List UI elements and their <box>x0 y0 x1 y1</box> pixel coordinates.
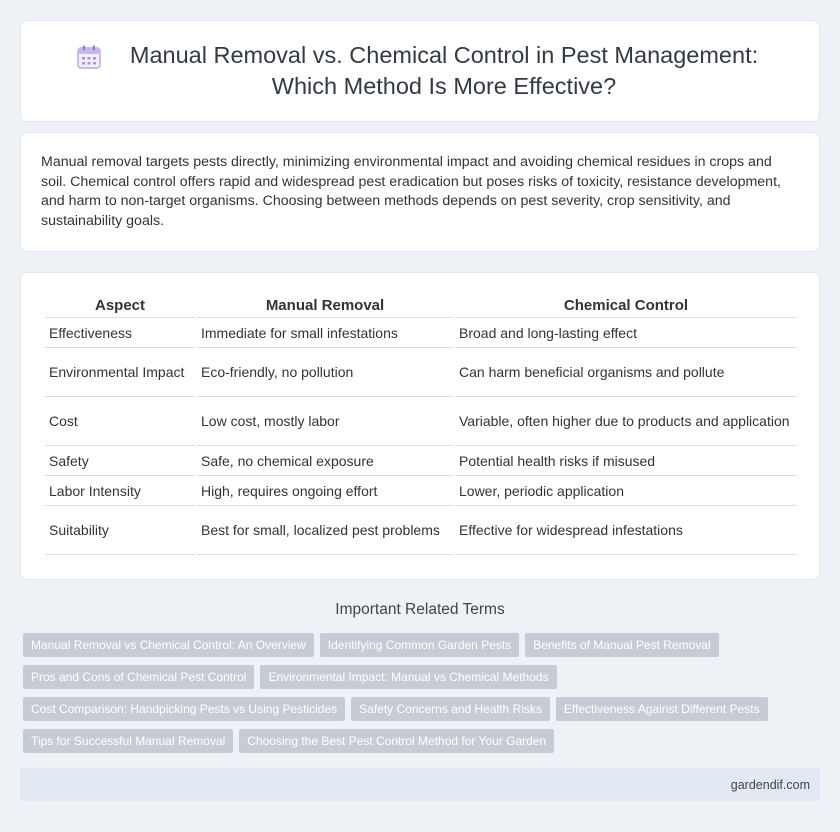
cell-manual: Eco-friendly, no pollution <box>197 348 453 397</box>
related-term-tag[interactable]: Tips for Successful Manual Removal <box>23 729 233 753</box>
table-header-row <box>45 293 797 318</box>
cell-manual: High, requires ongoing effort <box>197 476 453 506</box>
title-card <box>20 20 820 122</box>
related-term-tag[interactable]: Choosing the Best Pest Control Method for Your Garden <box>239 729 554 753</box>
table-row <box>45 446 797 476</box>
related-term-tag[interactable]: Benefits of Manual Pest Removal <box>525 633 718 657</box>
footer <box>20 768 820 801</box>
related-term-tag[interactable]: Cost Comparison: Handpicking Pests vs Using Pesticides <box>23 697 345 721</box>
tag-row <box>23 697 823 721</box>
cell-aspect: Environmental Impact <box>45 348 195 397</box>
cell-manual: Low cost, mostly labor <box>197 397 453 446</box>
intro-paragraph: Manual removal targets pests directly, minimizing environmental impact and avoiding chemical residues in crops and soil. Chemical control offers rapid and widespread pest eradication but poses risks of toxicity, resistance development, and harm to non-target organisms. Choosing between methods depends on pest severity, crop sensitivity, and sustainability goals. <box>41 154 781 229</box>
cell-chemical: Can harm beneficial organisms and pollute <box>455 348 797 397</box>
cell-chemical: Effective for widespread infestations <box>455 506 797 555</box>
cell-manual: Safe, no chemical exposure <box>197 446 453 476</box>
cell-aspect: Safety <box>45 446 195 476</box>
page-title: Manual Removal vs. Chemical Control in Pest Management: Which Method Is More Effective? <box>129 42 759 99</box>
cell-manual: Immediate for small infestations <box>197 318 453 348</box>
related-term-tag[interactable]: Identifying Common Garden Pests <box>320 633 519 657</box>
related-term-tag[interactable]: Pros and Cons of Chemical Pest Control <box>23 665 254 689</box>
related-term-tag[interactable]: Manual Removal vs Chemical Control: An Overview <box>23 633 314 657</box>
footer-site-link[interactable]: gardendif.com <box>730 778 810 792</box>
calendar-icon <box>76 44 102 70</box>
table-row <box>45 506 797 555</box>
header-aspect: Aspect <box>45 293 195 318</box>
related-terms-heading: Important Related Terms <box>335 601 505 618</box>
cell-chemical: Broad and long-lasting effect <box>455 318 797 348</box>
comparison-card <box>20 272 820 580</box>
related-term-tag[interactable]: Environmental Impact: Manual vs Chemical Methods <box>260 665 556 689</box>
cell-chemical: Variable, often higher due to products and application <box>455 397 797 446</box>
related-terms-tags <box>23 633 823 761</box>
related-term-tag[interactable]: Effectiveness Against Different Pests <box>556 697 768 721</box>
header-manual-removal: Manual Removal <box>197 293 453 318</box>
comparison-table <box>43 293 799 555</box>
cell-chemical: Lower, periodic application <box>455 476 797 506</box>
intro-card <box>20 132 820 252</box>
header-chemical-control: Chemical Control <box>455 293 797 318</box>
table-row <box>45 318 797 348</box>
table-row <box>45 348 797 397</box>
related-term-tag[interactable]: Safety Concerns and Health Risks <box>351 697 550 721</box>
cell-aspect: Suitability <box>45 506 195 555</box>
tag-row <box>23 633 823 657</box>
table-row <box>45 476 797 506</box>
cell-manual: Best for small, localized pest problems <box>197 506 453 555</box>
tag-row <box>23 665 823 689</box>
tag-row <box>23 729 823 753</box>
cell-aspect: Labor Intensity <box>45 476 195 506</box>
cell-aspect: Effectiveness <box>45 318 195 348</box>
cell-aspect: Cost <box>45 397 195 446</box>
cell-chemical: Potential health risks if misused <box>455 446 797 476</box>
table-row <box>45 397 797 446</box>
